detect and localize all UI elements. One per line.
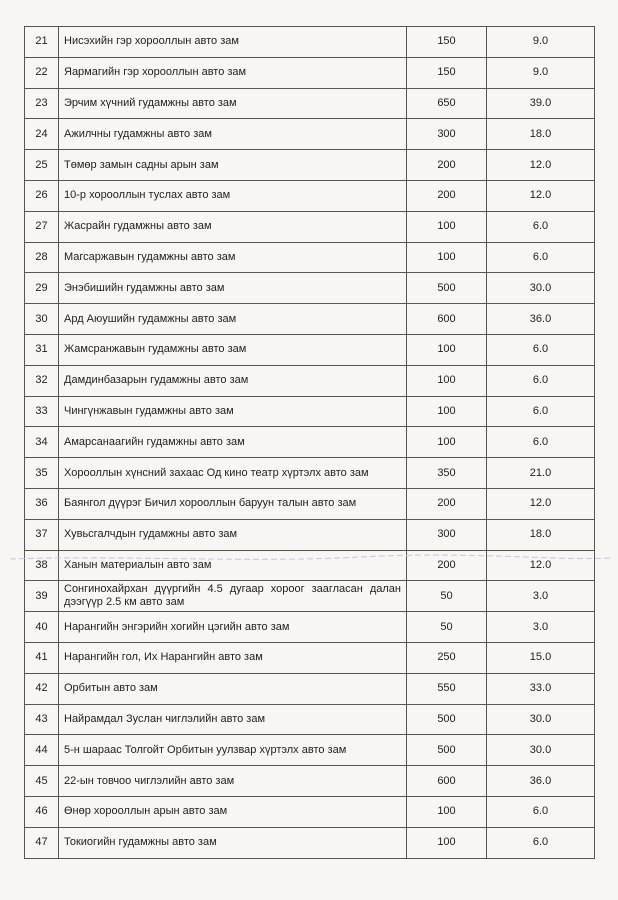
road-length: 100 [407,796,487,827]
road-cost: 6.0 [487,827,595,858]
road-cost: 9.0 [487,27,595,58]
table-row [25,27,595,58]
road-length: 300 [407,119,487,150]
road-name: Токиогийн гудамжны авто зам [59,827,407,858]
road-name: 10-р хорооллын туслах авто зам [59,180,407,211]
road-name: Магсаржавын гудамжны авто зам [59,242,407,273]
road-name: Эрчим хүчний гудамжны авто зам [59,88,407,119]
table-row [25,827,595,858]
row-number: 32 [25,365,59,396]
row-number: 41 [25,642,59,673]
road-length: 200 [407,550,487,581]
road-cost: 6.0 [487,796,595,827]
road-cost: 18.0 [487,519,595,550]
row-number: 24 [25,119,59,150]
row-number: 47 [25,827,59,858]
road-length: 500 [407,704,487,735]
road-length: 100 [407,242,487,273]
table-row [25,458,595,489]
row-number: 22 [25,57,59,88]
row-number: 21 [25,27,59,58]
road-name: Нисэхийн гэр хорооллын авто зам [59,27,407,58]
road-name: Чингүнжавын гудамжны авто зам [59,396,407,427]
row-number: 39 [25,581,59,612]
road-length: 50 [407,612,487,643]
road-cost: 33.0 [487,673,595,704]
table-row [25,211,595,242]
road-length: 100 [407,365,487,396]
road-cost: 12.0 [487,488,595,519]
row-number: 40 [25,612,59,643]
road-name: Сонгинохайрхан дүүргийн 4.5 дугаар хороог заагласан далан дээгүүр 2.5 км авто зам [59,581,407,612]
road-name: Баянгол дүүрэг Бичил хорооллын баруун талын авто зам [59,488,407,519]
road-cost: 6.0 [487,427,595,458]
row-number: 30 [25,304,59,335]
table-row [25,242,595,273]
road-cost: 3.0 [487,612,595,643]
road-length: 100 [407,334,487,365]
road-works-table [24,26,595,859]
road-cost: 12.0 [487,550,595,581]
road-name: Жасрайн гудамжны авто зам [59,211,407,242]
table-row [25,150,595,181]
road-name: Энэбишийн гудамжны авто зам [59,273,407,304]
road-length: 500 [407,735,487,766]
road-cost: 36.0 [487,304,595,335]
road-name: Жамсранжавын гудамжны авто зам [59,334,407,365]
road-length: 150 [407,27,487,58]
row-number: 37 [25,519,59,550]
row-number: 23 [25,88,59,119]
road-cost: 3.0 [487,581,595,612]
road-name: 22-ын товчоо чиглэлийн авто зам [59,766,407,797]
row-number: 35 [25,458,59,489]
road-cost: 30.0 [487,735,595,766]
row-number: 46 [25,796,59,827]
table-row [25,642,595,673]
road-name: Хувьсгалчдын гудамжны авто зам [59,519,407,550]
row-number: 34 [25,427,59,458]
row-number: 42 [25,673,59,704]
table-row [25,550,595,581]
road-name: Ханын материалын авто зам [59,550,407,581]
table-row [25,673,595,704]
road-length: 300 [407,519,487,550]
road-name: Орбитын авто зам [59,673,407,704]
road-cost: 21.0 [487,458,595,489]
road-length: 600 [407,766,487,797]
road-name: Нарангийн гол, Их Нарангийн авто зам [59,642,407,673]
row-number: 44 [25,735,59,766]
road-name: Дамдинбазарын гудамжны авто зам [59,365,407,396]
road-name: Хорооллын хүнсний захаас Од кино театр хүртэлх авто зам [59,458,407,489]
road-length: 100 [407,427,487,458]
road-length: 550 [407,673,487,704]
row-number: 45 [25,766,59,797]
road-length: 600 [407,304,487,335]
road-cost: 39.0 [487,88,595,119]
road-cost: 6.0 [487,242,595,273]
table-row [25,519,595,550]
table-row [25,427,595,458]
row-number: 38 [25,550,59,581]
table-row [25,612,595,643]
road-cost: 9.0 [487,57,595,88]
table-row [25,365,595,396]
road-cost: 6.0 [487,365,595,396]
road-cost: 18.0 [487,119,595,150]
table-row [25,581,595,612]
road-length: 150 [407,57,487,88]
road-cost: 12.0 [487,150,595,181]
table-row [25,796,595,827]
table-row [25,57,595,88]
row-number: 43 [25,704,59,735]
road-name: Төмөр замын садны арын зам [59,150,407,181]
table-row [25,704,595,735]
road-name: Амарсанаагийн гудамжны авто зам [59,427,407,458]
row-number: 26 [25,180,59,211]
road-length: 100 [407,396,487,427]
row-number: 27 [25,211,59,242]
road-cost: 6.0 [487,211,595,242]
road-cost: 30.0 [487,704,595,735]
road-name: Ажилчны гудамжны авто зам [59,119,407,150]
road-cost: 15.0 [487,642,595,673]
table-row [25,119,595,150]
road-cost: 6.0 [487,334,595,365]
road-length: 250 [407,642,487,673]
road-cost: 6.0 [487,396,595,427]
road-name: Яармагийн гэр хорооллын авто зам [59,57,407,88]
road-length: 500 [407,273,487,304]
row-number: 29 [25,273,59,304]
road-length: 200 [407,180,487,211]
road-name: Өнөр хорооллын арын авто зам [59,796,407,827]
row-number: 33 [25,396,59,427]
table-row [25,396,595,427]
table-row [25,304,595,335]
road-cost: 12.0 [487,180,595,211]
row-number: 25 [25,150,59,181]
table-body [25,27,595,859]
table-row [25,766,595,797]
road-length: 100 [407,827,487,858]
row-number: 28 [25,242,59,273]
road-name: Ард Аюушийн гудамжны авто зам [59,304,407,335]
road-cost: 30.0 [487,273,595,304]
road-length: 200 [407,150,487,181]
row-number: 31 [25,334,59,365]
road-cost: 36.0 [487,766,595,797]
table-row [25,334,595,365]
road-length: 200 [407,488,487,519]
road-length: 100 [407,211,487,242]
road-name: 5-н шараас Толгойт Орбитын уулзвар хүртэлх авто зам [59,735,407,766]
road-name: Найрамдал Зуслан чиглэлийн авто зам [59,704,407,735]
table-row [25,273,595,304]
row-number: 36 [25,488,59,519]
table-row [25,735,595,766]
table-row [25,180,595,211]
road-name: Нарангийн энгэрийн хогийн цэгийн авто зам [59,612,407,643]
table-row [25,488,595,519]
table-row [25,88,595,119]
road-length: 50 [407,581,487,612]
road-length: 650 [407,88,487,119]
road-length: 350 [407,458,487,489]
